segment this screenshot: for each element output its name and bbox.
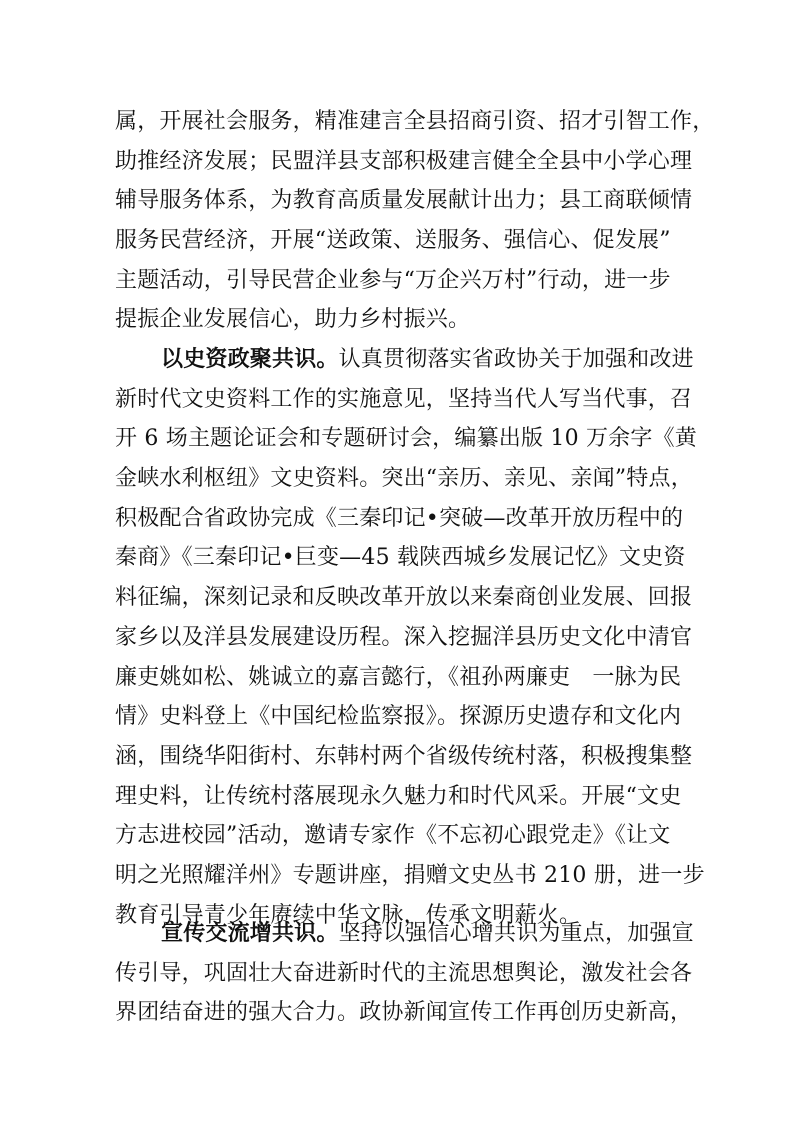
- paragraph-3-first-line: [115, 914, 715, 954]
- paragraph-1-line-3: 辅导服务体系，为教育高质量发展献计出力；县工商联倾情: [115, 188, 693, 214]
- paragraph-1-line-6: 提振企业发展信心，助力乡村振兴。: [115, 307, 471, 333]
- paragraph-2-line-13: 方志进校园”活动，邀请专家作《不忘初心跟党走》《让文: [115, 823, 671, 849]
- paragraph-3-heading: 宣传交流增共识。: [161, 920, 339, 946]
- paragraph-2-first-line-text: 认真贯彻落实省政协关于加强和改进: [338, 347, 694, 372]
- paragraph-2-line-12: 理史料，让传统村落展现永久魅力和时代风采。开展“文史: [115, 783, 682, 809]
- paragraph-3-line-3: 界团结奋进的强大合力。政协新闻宣传工作再创历史新高，: [115, 1000, 693, 1026]
- paragraph-2-line-8: 家乡以及洋县发展建设历程。深入挖掘洋县历史文化中清官: [115, 624, 693, 650]
- paragraph-1-line-5: 主题活动，引导民营企业参与“万企兴万村”行动，进一步: [115, 267, 671, 293]
- paragraph-3-first-line-text: 坚持以强信心增共识为重点，加强宣: [338, 921, 694, 946]
- paragraph-2-line-11: 涵，围绕华阳街村、东韩村两个省级传统村落，积极搜集整: [115, 743, 693, 769]
- paragraph-3-line-2: 传引导，巩固壮大奋进新时代的主流思想舆论，激发社会各: [115, 960, 693, 986]
- paragraph-1-line-1: 属，开展社会服务，精准建言全县招商引资、招才引智工作，: [115, 109, 715, 134]
- paragraph-2-line-2: 新时代文史资料工作的实施意见，坚持当代人写当代事，召: [115, 386, 693, 412]
- paragraph-2-line-5: 积极配合省政协完成《三秦印记•突破—改革开放历程中的: [115, 505, 684, 531]
- paragraph-2-line-15: 教育引导青少年赓续中华文脉，传承文明薪火。: [115, 902, 582, 928]
- paragraph-2-line-7: 料征编，深刻记录和反映改革开放以来秦商创业发展、回报: [115, 585, 693, 611]
- paragraph-2-line-14: 明之光照耀洋州》专题讲座，捐赠文史丛书 210 册，进一步: [115, 862, 705, 888]
- paragraph-2-line-6: 秦商》《三秦印记•巨变—45 载陕西城乡发展记忆》文史资: [115, 545, 686, 571]
- paragraph-2-line-3: 开 6 场主题论证会和专题研讨会，编纂出版 10 万余字《黄: [115, 426, 697, 452]
- paragraph-2-first-line: [115, 340, 715, 380]
- paragraph-1-line-2: 助推经济发展；民盟洋县支部积极建言健全全县中小学心理: [115, 148, 693, 174]
- paragraph-3: [115, 914, 715, 1033]
- paragraph-2-line-4: 金峡水利枢纽》文史资料。突出“亲历、亲见、亲闻”特点，: [115, 466, 693, 492]
- paragraph-2: [115, 340, 715, 935]
- paragraph-2-heading: 以史资政聚共识。: [161, 346, 339, 372]
- paragraph-1: [115, 102, 715, 340]
- paragraph-1-line-4: 服务民营经济，开展“送政策、送服务、强信心、促发展”: [115, 228, 671, 254]
- paragraph-2-line-9: 廉吏姚如松、姚诚立的嘉言懿行，《祖孙两廉吏 一脉为民: [115, 664, 682, 690]
- paragraph-2-line-10: 情》史料登上《中国纪检监察报》。探源历史遗存和文化内: [115, 704, 682, 730]
